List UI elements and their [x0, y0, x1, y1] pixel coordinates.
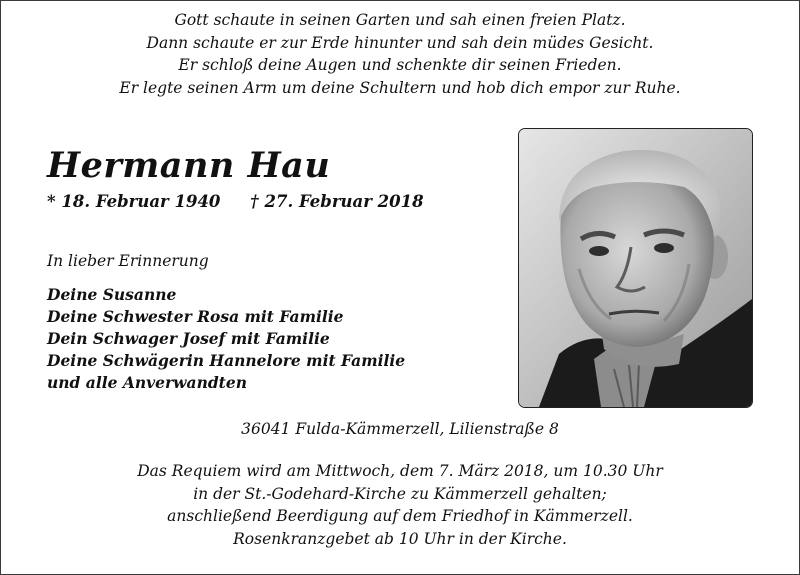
birth-date: * 18. Februar 1940 — [47, 192, 221, 211]
poem-line: Dann schaute er zur Erde hinunter und sah dein müdes Gesicht. — [146, 33, 654, 52]
poem-line: Gott schaute in seinen Garten und sah einen freien Platz. — [174, 11, 626, 29]
mourner: und alle Anverwandten — [47, 373, 247, 392]
service-line: Rosenkranzgebet ab 10 Uhr in der Kirche. — [233, 529, 567, 548]
poem — [1, 9, 799, 99]
address: 36041 Fulda-Kämmerzell, Lilienstraße 8 — [241, 420, 559, 438]
service-line: Das Requiem wird am Mittwoch, dem 7. März 2018, um 10.30 Uhr — [137, 462, 663, 480]
poem-line: Er legte seinen Arm um deine Schultern und hob dich empor zur Ruhe. — [119, 78, 681, 97]
service-info — [1, 460, 799, 550]
portrait-illustration — [519, 129, 752, 407]
memory-line: In lieber Erinnerung — [47, 252, 209, 270]
mourner: Dein Schwager Josef mit Familie — [47, 329, 330, 348]
service-line: in der St.-Godehard-Kirche zu Kämmerzell gehalten; — [193, 484, 607, 503]
service-line: anschließend Beerdigung auf dem Friedhof in Kämmerzell. — [167, 507, 633, 525]
poem-line: Er schloß deine Augen und schenkte dir seinen Frieden. — [178, 56, 622, 74]
deceased-name: Hermann Hau — [47, 145, 331, 186]
mourners-list — [47, 284, 405, 394]
mourner: Deine Schwester Rosa mit Familie — [47, 307, 344, 326]
death-date: † 27. Februar 2018 — [250, 192, 424, 211]
life-dates — [47, 192, 424, 211]
mourner: Deine Schwägerin Hannelore mit Familie — [47, 351, 406, 370]
mourner: Deine Susanne — [47, 285, 177, 304]
portrait-photo — [518, 128, 753, 408]
